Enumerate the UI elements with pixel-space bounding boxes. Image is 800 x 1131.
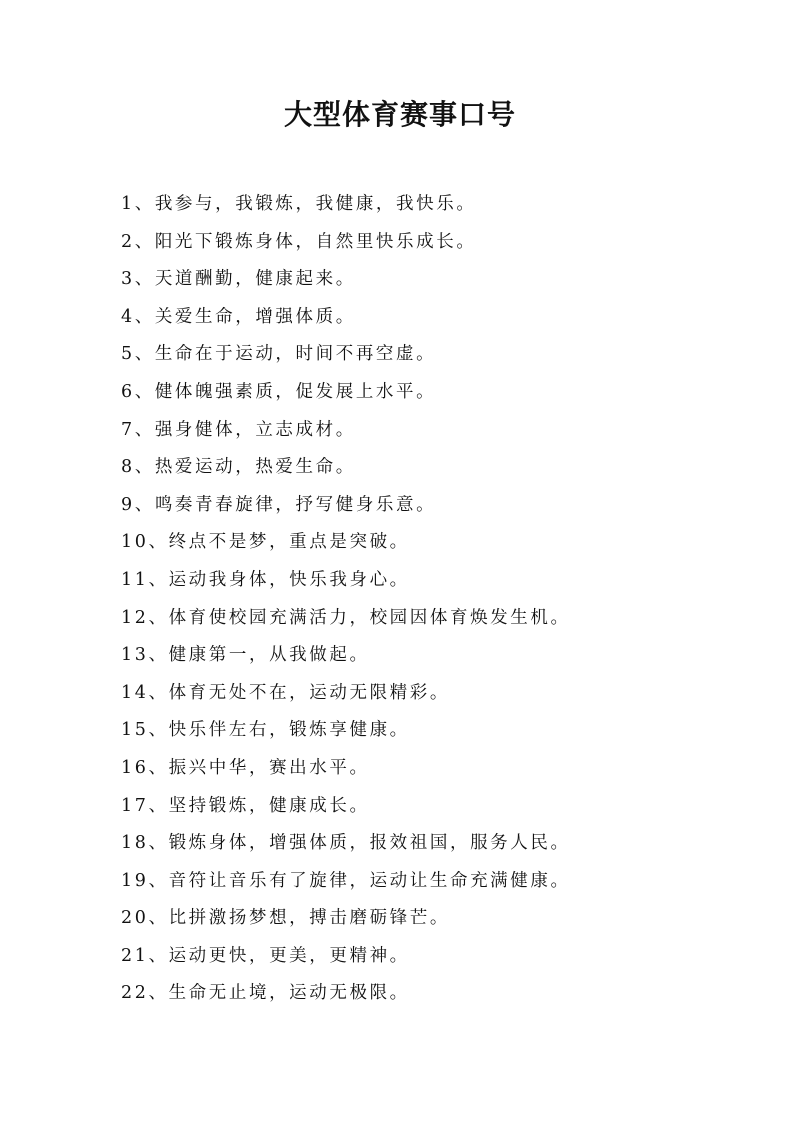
slogan-item: 4、关爱生命，增强体质。 xyxy=(121,306,356,327)
slogan-item: 2、阳光下锻炼身体，自然里快乐成长。 xyxy=(121,231,477,252)
slogan-item: 20、比拼激扬梦想，搏击磨砺锋芒。 xyxy=(121,908,450,929)
slogan-item: 14、体育无处不在，运动无限精彩。 xyxy=(121,682,450,703)
slogan-item: 15、快乐伴左右，锻炼享健康。 xyxy=(121,720,410,741)
slogan-item: 5、生命在于运动，时间不再空虚。 xyxy=(121,344,437,365)
document-title: 大型体育赛事口号 xyxy=(283,98,516,131)
slogan-item: 12、体育使校园充满活力，校园因体育焕发生机。 xyxy=(121,607,571,628)
slogan-list xyxy=(121,186,571,1013)
slogan-item: 3、天道酬勤，健康起来。 xyxy=(121,269,356,290)
slogan-item: 16、振兴中华，赛出水平。 xyxy=(121,757,370,778)
slogan-item: 6、健体魄强素质，促发展上水平。 xyxy=(121,381,437,402)
slogan-item: 8、热爱运动，热爱生命。 xyxy=(121,457,356,478)
slogan-item: 13、健康第一，从我做起。 xyxy=(121,645,370,666)
slogan-item: 19、音符让音乐有了旋律，运动让生命充满健康。 xyxy=(121,870,571,891)
slogan-item: 1、我参与，我锻炼，我健康，我快乐。 xyxy=(121,194,477,214)
slogan-item: 10、终点不是梦，重点是突破。 xyxy=(121,532,410,553)
slogan-item: 7、强身健体，立志成材。 xyxy=(121,419,356,440)
slogan-item: 11、运动我身体，快乐我身心。 xyxy=(121,569,410,590)
slogan-item: 9、鸣奏青春旋律，抒写健身乐意。 xyxy=(121,494,437,515)
slogan-item: 21、运动更快，更美，更精神。 xyxy=(121,945,410,966)
slogan-item: 17、坚持锻炼，健康成长。 xyxy=(121,795,370,816)
slogan-item: 18、锻炼身体，增强体质，报效祖国，服务人民。 xyxy=(121,833,571,854)
slogan-item: 22、生命无止境，运动无极限。 xyxy=(121,983,410,1004)
